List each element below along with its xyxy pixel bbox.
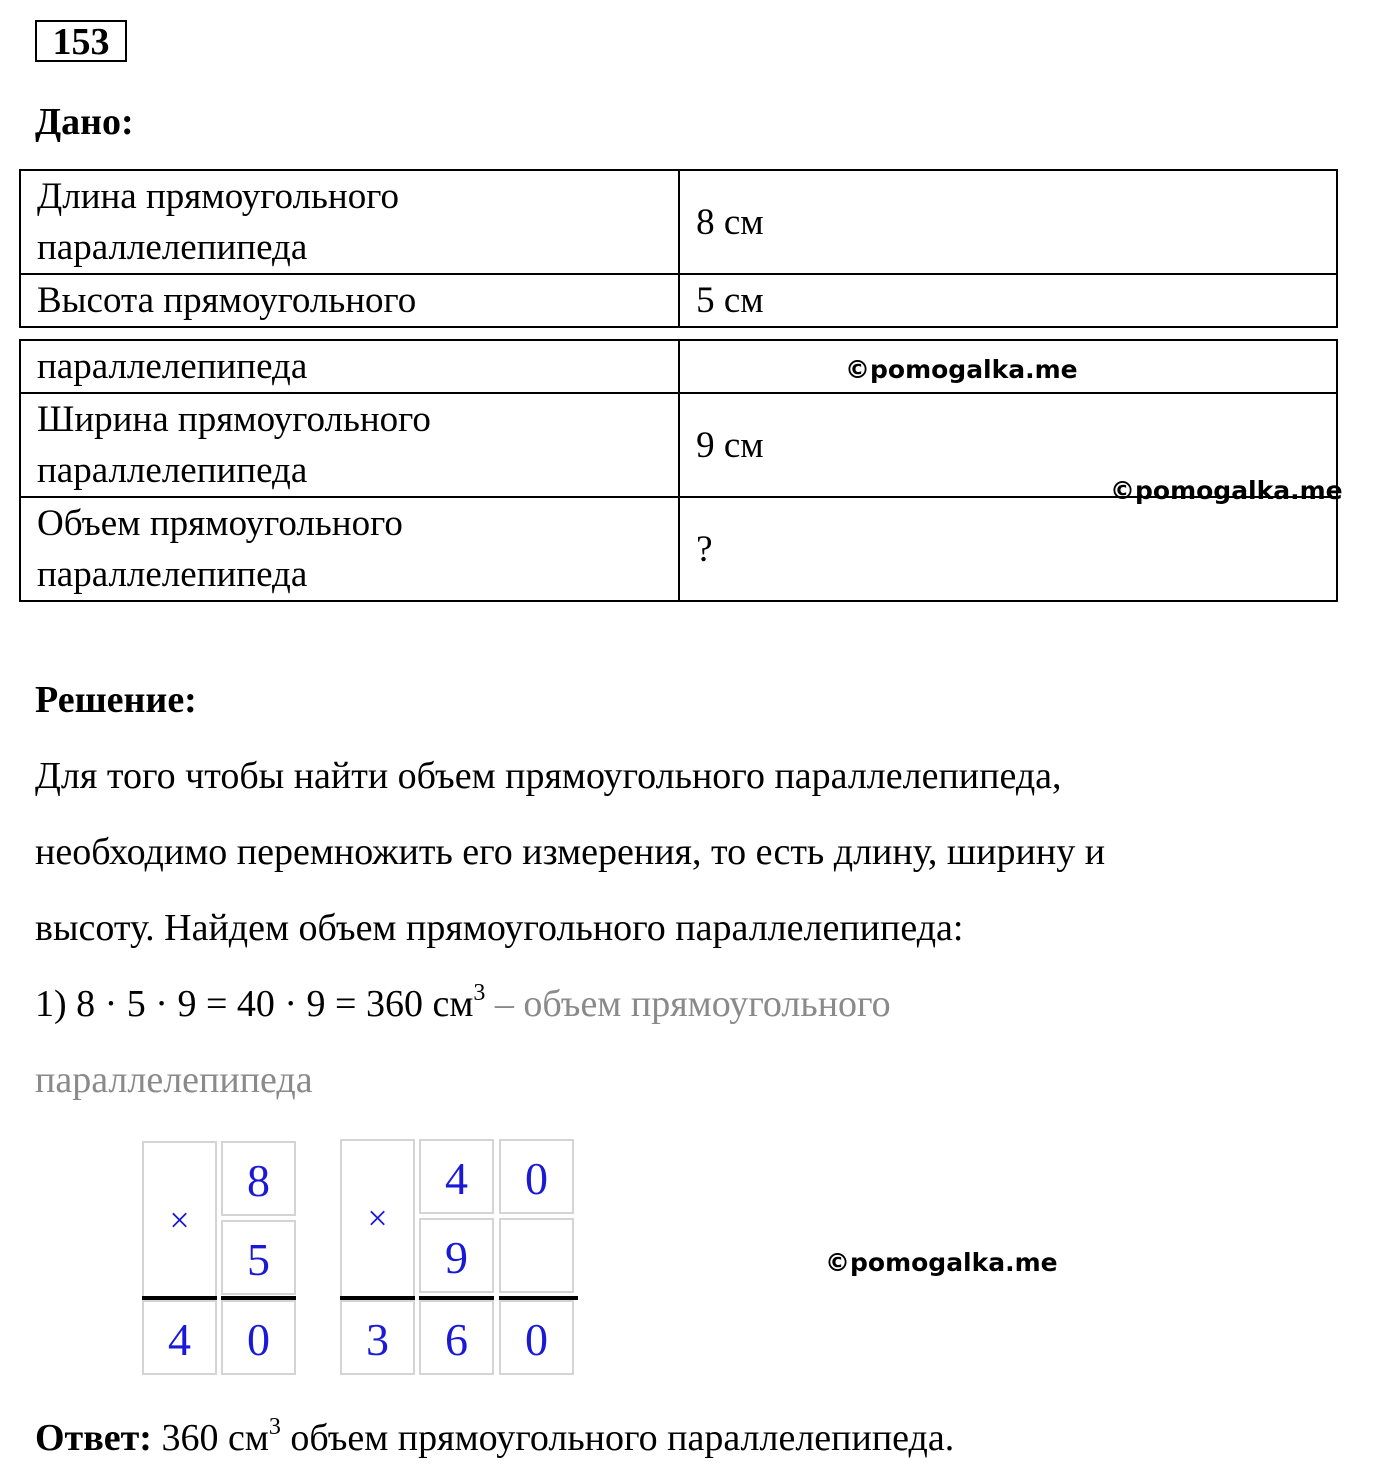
table-cell-label (20, 393, 679, 497)
table-row (20, 340, 1337, 393)
step-1 (35, 966, 1375, 1042)
table-cell-label (20, 497, 679, 601)
result-digit: 6 (419, 1300, 494, 1375)
given-table-top (19, 169, 1338, 328)
row-label-line: Длина прямоугольного (37, 176, 399, 217)
factor-digit: 9 (419, 1218, 494, 1293)
solution-line: необходимо перемножить его измерения, то есть длину, ширину и (35, 831, 1106, 873)
multiply-sign: × (340, 1139, 415, 1296)
result-digit: 4 (142, 1300, 217, 1375)
factor-digit: 4 (419, 1139, 494, 1214)
table-row (20, 170, 1337, 274)
result-digit: 0 (499, 1300, 574, 1375)
solution-line: Для того чтобы найти объем прямоугольного параллелепипеда, (35, 755, 1062, 797)
row-label-line: параллелепипеда (37, 450, 308, 491)
row-label-line: Объем прямоугольного (37, 503, 403, 544)
multiply-sign: × (142, 1141, 217, 1298)
answer-text: объем прямоугольного параллелепипеда. (280, 1417, 955, 1459)
watermark: ©pomogalka.me (1110, 476, 1343, 505)
empty-cell (499, 1218, 574, 1293)
row-label-line: Ширина прямоугольного (37, 399, 431, 440)
table-cell-label (20, 170, 679, 274)
table-row (20, 497, 1337, 601)
table-row (20, 274, 1337, 327)
result-digit: 0 (221, 1300, 296, 1375)
factor-digit: 0 (499, 1139, 574, 1214)
factor-digit: 5 (221, 1220, 296, 1295)
row-label-line: параллелепипеда (37, 227, 308, 268)
answer-value: 360 см (151, 1417, 269, 1459)
watermark: ©pomogalka.me (845, 355, 1078, 384)
answer (35, 1400, 1375, 1476)
table-cell-label: Высота прямоугольного (20, 274, 679, 327)
given-table-bottom (19, 339, 1338, 602)
row-label-line: параллелепипеда (37, 554, 308, 595)
given-heading: Дано: (35, 101, 134, 143)
step-comment: – объем прямоугольного (485, 983, 891, 1025)
step-comment-continued: параллелепипеда (35, 1059, 313, 1101)
table-cell-value: 5 см (679, 274, 1337, 327)
solution-text (35, 738, 1375, 1118)
factor-digit: 8 (221, 1141, 296, 1216)
table-cell-value: 8 см (679, 170, 1337, 274)
table-cell-value: 9 см (679, 393, 1337, 497)
answer-label: Ответ: (35, 1417, 152, 1459)
problem-number: 153 (35, 20, 127, 62)
result-digit: 3 (340, 1300, 415, 1375)
step-superscript: 3 (473, 980, 486, 1006)
watermark: ©pomogalka.me (825, 1248, 1058, 1277)
table-cell-value: ? (679, 497, 1337, 601)
solution-heading: Решение: (35, 679, 197, 721)
solution-line: высоту. Найдем объем прямоугольного параллелепипеда: (35, 907, 964, 949)
step-expression: 1) 8 · 5 · 9 = 40 · 9 = 360 см (35, 983, 474, 1025)
table-cell-label: параллелепипеда (20, 340, 679, 393)
answer-superscript: 3 (268, 1414, 281, 1440)
